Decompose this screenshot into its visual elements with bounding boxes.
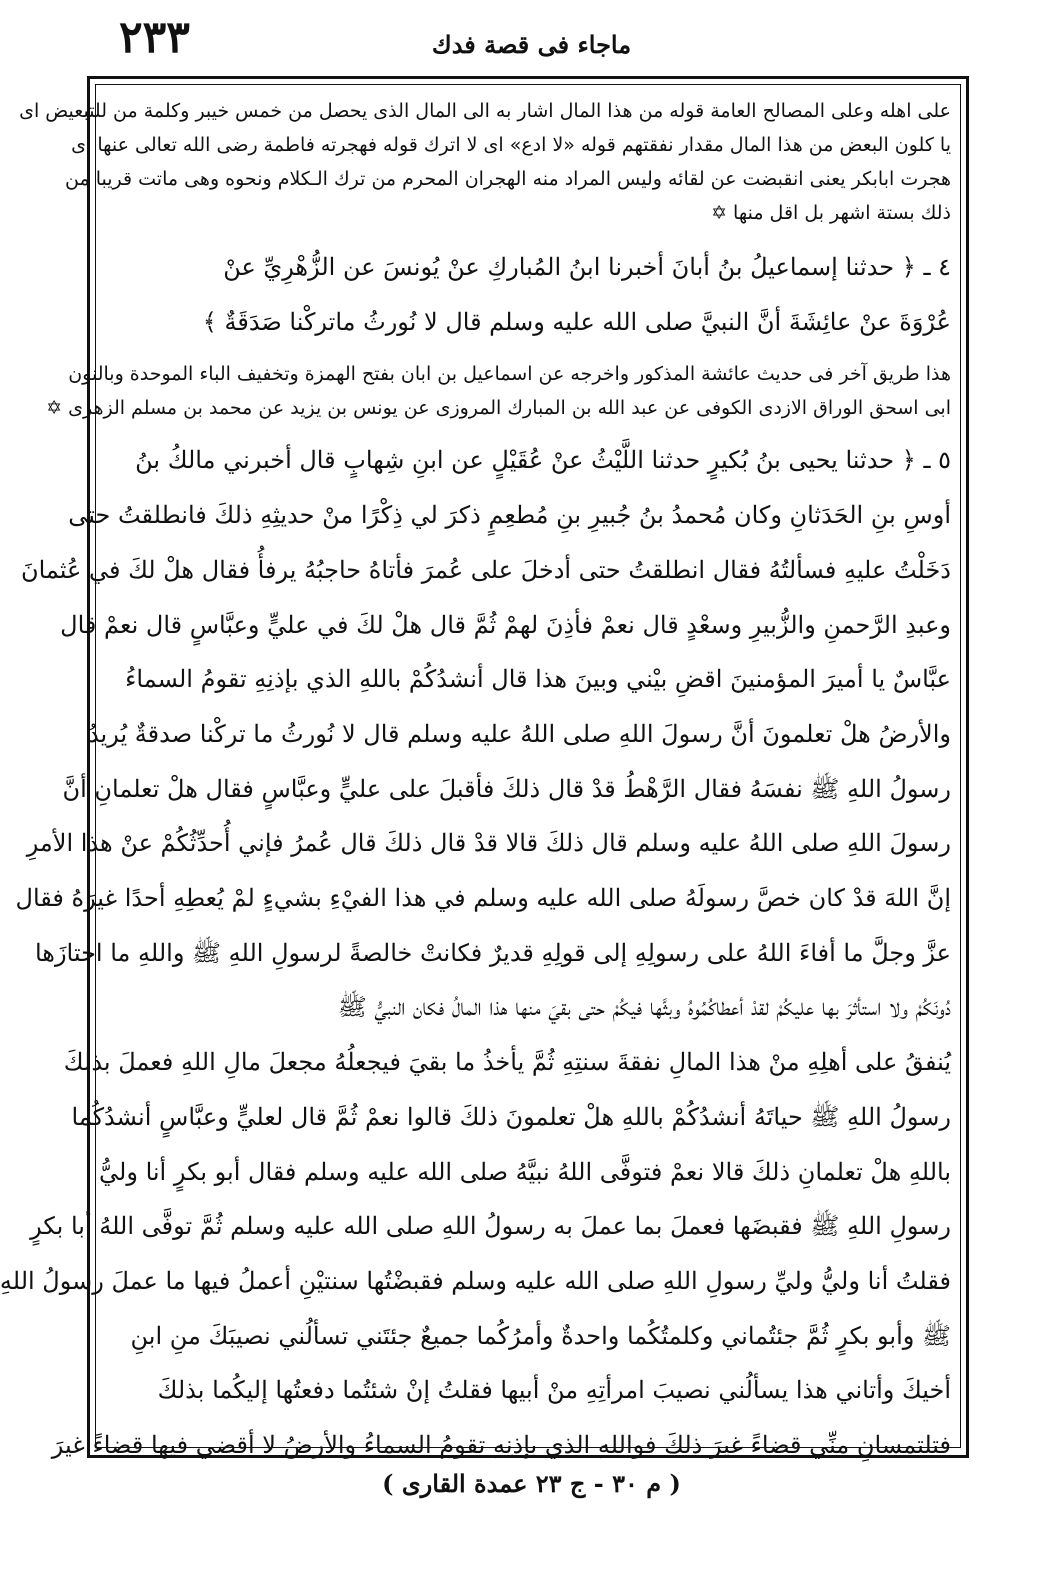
commentary-line: هجرت ابابكر يعنى انقبضت عن لقائه وليس المراد منه الهجران المحرم من ترك الـكلام ونحوه وهى ماتت قريبا من	[65, 168, 951, 190]
page-number: ٢٣٣	[119, 12, 190, 63]
hadith-line: وعبدِ الرَّحمنِ والزُّبيرِ وسعْدٍ قال نعمْ فأذِنَ لهمْ ثُمَّ قال هلْ لكَ في عليٍّ وعبَّاسٍ قال نعمْ قال	[60, 610, 951, 639]
hadith-line: يُنفقُ على أهلِهِ منْ هذا المالِ نفقةَ سنتِهِ ثُمَّ يأخذُ ما بقيَ فيجعلُهُ مجعلَ مالِ اللهِ فعملَ بذلكَ	[63, 1048, 951, 1077]
hadith-line: رسولُ اللهِ ﷺ نفسَهُ فقال الرَّهْطُ قدْ قال ذلكَ فأقبلَ على عليٍّ وعبَّاسٍ فقال هلْ تعلمانِ أنَّ	[62, 774, 951, 803]
hadith-line: ٥ ـ ﴿ حدثنا يحيى بنُ بُكيرٍ حدثنا اللَّيْثُ عنْ عُقَيْلٍ عن ابنِ شِهابٍ قال أخبرني مالكُ بنُ	[135, 446, 951, 475]
commentary-line: ذلك بستة اشهر بل اقل منها ✡	[711, 202, 951, 224]
running-head: ماجاء فی قصة فدك	[431, 30, 632, 59]
footer-signature: ( م ٣٠ - ج ٢٣ عمدة القارى )	[382, 1469, 681, 1498]
commentary-line: يا كلون البعض من هذا المال مقدار نفقتهم قوله «لا ادع» اى لا اترك قوله فهجرته فاطمة رضى الله تعالى عنها اى	[71, 134, 951, 156]
hadith-line: أخيكَ وأتاني هذا يسألُني نصيبَ امرأتِهِ منْ أبيها فقلتُ إنْ شئتُما دفعتُها إليكُما بذلكَ	[157, 1376, 951, 1405]
hadith-line: فقلتُ أنا وليُّ وليِّ رسولِ اللهِ صلى الله عليه وسلم فقبضْتُها سنتيْنِ أعملُ فيها ما عملَ رسولُ اللهِ	[0, 1266, 951, 1295]
commentary-block-2	[46, 357, 951, 425]
hadith-line: أوسِ بنِ الحَدَثانِ وكان مُحمدُ بنُ جُبيرِ بنِ مُطعِمٍ ذكرَ لي ذِكْرًا منْ حديثِهِ ذلكَ فانطلقتُ حتى	[68, 501, 951, 530]
commentary-line: هذا طريق آخر فى حديث عائشة المذكور واخرجه عن اسماعيل بن ابان بفتح الهمزة وتخفيف الباء الموحدة وبالنون	[68, 363, 951, 386]
hadith-line: رسولُ اللهِ ﷺ حياتَهُ أنشدُكُمْ باللهِ هلْ تعلمونَ ذلكَ قالوا نعمْ ثُمَّ قال لعليٍّ وعبَّاسٍ أنشدُكُما	[71, 1102, 951, 1131]
hadith-5	[0, 433, 951, 1472]
hadith-line: رسولَ اللهِ صلى اللهُ عليه وسلم قال ذلكَ قالا قدْ قال ذلكَ قال عُمرُ فإني أُحدِّثُكُمْ عنْ هذا الأمرِ	[26, 829, 951, 858]
hadith-line: ٤ ـ ﴿ حدثنا إسماعيلُ بنُ أبانَ أخبرنا ابنُ المُباركِ عنْ يُونسَ عن الزُّهْرِيِّ عنْ	[223, 253, 951, 281]
hadith-line: دُونَكُمْ ولا استأثرَ بها عليكُمْ لقدْ أعطاكُمُوهُ وبثَّها فيكُمْ حتى بقيَ منها هذا المالُ فكان النبيُّ ﷺ	[337, 993, 951, 1022]
hadith-line: ﷺ وأبو بكرٍ ثُمَّ جئتُماني وكلمتُكُما واحدةٌ وأمرُكُما جميعٌ جئتَني تسألُني نصيبَكَ منِ ابنِ	[130, 1321, 951, 1350]
hadith-line: عُرْوَةَ عنْ عائِشَةَ أنَّ النبيَّ صلى الله عليه وسلم قال لا نُورثُ ماتركْنا صَدَقَةٌ ﴾	[202, 307, 951, 336]
hadith-line: عبَّاسٌ يا أميرَ المؤمنينَ اقضِ بيْني وبينَ هذا قال أنشدُكُمْ باللهِ الذي بإذنِهِ تقومُ السماءُ	[125, 665, 951, 694]
hadith-line: رسولِ اللهِ ﷺ فقبضَها فعملَ بما عملَ به رسولُ اللهِ صلى الله عليه وسلم ثُمَّ توفَّى اللهُ أبا بكرٍ	[30, 1212, 951, 1241]
hadith-line: والأرضُ هلْ تعلمونَ أنَّ رسولَ اللهِ صلى اللهُ عليه وسلم قال لا نُورثُ ما تركْنا صدقةٌ يُريدُ	[87, 719, 951, 748]
hadith-line: إنَّ اللهَ قدْ كان خصَّ رسولَهُ صلى الله عليه وسلم في هذا الفيْءِ بشيءٍ لمْ يُعطِهِ أحدًا غيرَهُ فقال	[15, 884, 951, 913]
hadith-line: فتلتمسانِ منِّي قضاءً غيرَ ذلكَ فواللهِ الذي بإذنِهِ تقومُ السماءُ والأرضُ لا أقضي فيها قضاءً غيرَ	[51, 1431, 951, 1460]
hadith-line: عزَّ وجلَّ ما أفاءَ اللهُ على رسولِهِ إلى قولِهِ قديرٌ فكانتْ خالصةً لرسولِ اللهِ ﷺ واللهِ ما احتازَها	[34, 938, 951, 967]
text-area	[0, 94, 951, 1473]
hadith-4	[105, 240, 951, 349]
hadith-line: باللهِ هلْ تعلمانِ ذلكَ قالا نعمْ فتوفَّى اللهُ نبيَّهُ صلى الله عليه وسلم فقال أبو بكرٍ أنا وليُّ	[99, 1157, 951, 1186]
commentary-block-1	[19, 94, 951, 230]
commentary-line: على اهله وعلى المصالح العامة قوله من هذا المال اشار به الى المال الذى يحصل من خمس خيبر وكلمة من للتبعيض اى	[19, 100, 951, 122]
hadith-line: دَخَلْتُ عليهِ فسألتُهُ فقال انطلقتُ حتى أدخلَ على عُمرَ فأتاهُ حاجبُهُ يرفأُ فقال هلْ لكَ في عُثمانَ	[20, 555, 951, 584]
commentary-line: ابى اسحق الوراق الازدى الكوفى عن عبد الله بن المبارك المروزى عن يونس بن يزيد عن محمد بن مسلم الزهرى ✡	[46, 397, 951, 420]
